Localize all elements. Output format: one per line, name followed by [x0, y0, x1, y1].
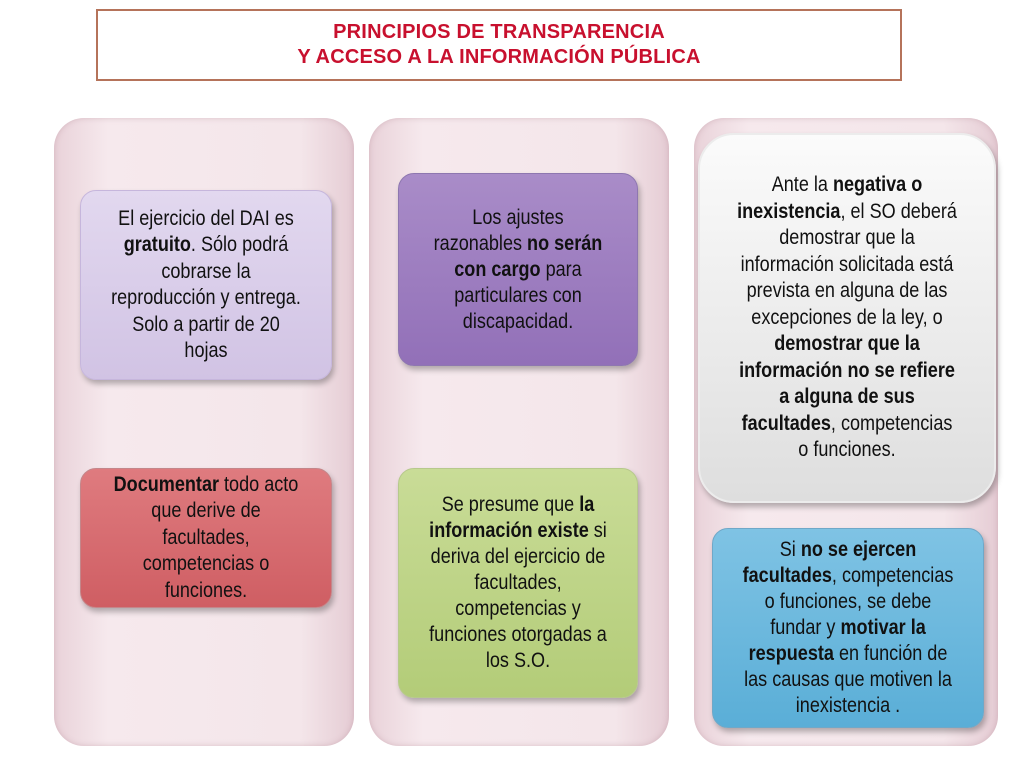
card-ajustes-razonables	[398, 173, 638, 366]
card-dai-gratuito	[80, 190, 332, 380]
card-dai-gratuito-text: El ejercicio del DAI es gratuito. Sólo podrá cobrarse la reproducción y entrega. Solo a partir de 20 hojas	[111, 206, 301, 362]
card-ajustes-razonables-text: Los ajustes razonables no serán con cargo para particulares con discapacidad.	[433, 205, 603, 333]
card-presuncion-existencia-text: Se presume que la información existe si deriva del ejercicio de facultades, competencias y funciones otorgadas a los S.O.	[429, 493, 607, 672]
title-line-2: Y ACCESO A LA INFORMACIÓN PÚBLICA	[297, 46, 701, 68]
title-line-1: PRINCIPIOS DE TRANSPARENCIA	[333, 21, 665, 43]
card-documentar	[80, 468, 332, 608]
card-no-se-ejercen	[712, 528, 984, 728]
card-negativa-inexistencia-text: Ante la negativa o inexistencia, el SO deberá demostrar que la información solicitada está prevista en alguna de las excepciones de la ley, o demostrar que la información no se refiere a alguna de sus facultades, competencias o funciones.	[737, 173, 957, 462]
card-negativa-inexistencia	[698, 133, 996, 503]
title-box	[96, 9, 902, 81]
card-no-se-ejercen-text: Si no se ejercen facultades, competencias o funciones, se debe fundar y motivar la respuesta en función de las causas que motiven la inexistencia .	[742, 538, 954, 717]
card-presuncion-existencia	[398, 468, 638, 698]
card-documentar-text: Documentar todo acto que derive de facultades, competencias o funciones.	[113, 472, 299, 602]
